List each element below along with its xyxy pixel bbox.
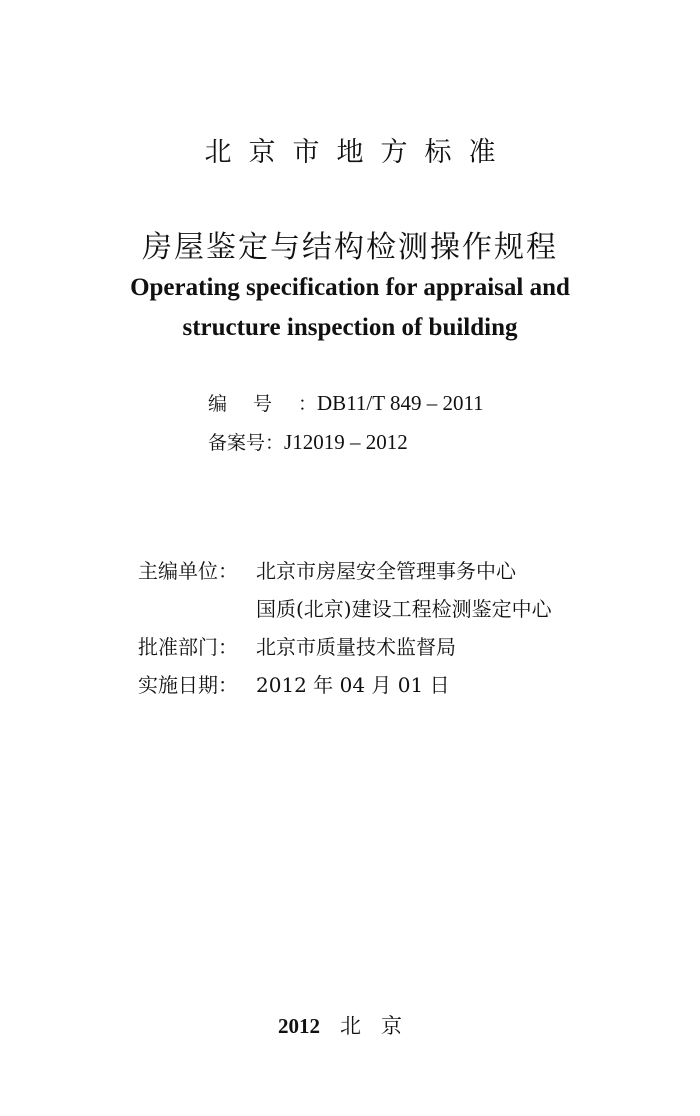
- publication-place: 北京: [340, 1014, 422, 1038]
- title-english-line-1: Operating specification for appraisal and: [130, 274, 570, 301]
- chief-editor-label: 主编单位：: [138, 559, 238, 583]
- document-title-english: [0, 268, 700, 348]
- filing-number-label: 备案号：: [208, 432, 285, 454]
- chief-editor-unit-2: 国质(北京)建设工程检测鉴定中心: [256, 597, 552, 621]
- standard-number-value: DB11/T 849 – 2011: [317, 391, 484, 415]
- approving-department-label: 批准部门：: [138, 635, 238, 659]
- implementation-date-label: 实施日期：: [138, 673, 238, 697]
- document-codes: [208, 384, 484, 462]
- document-title-chinese: 房屋鉴定与结构检测操作规程: [142, 230, 558, 265]
- standard-number-row: [208, 384, 484, 423]
- document-metadata: [138, 552, 552, 704]
- implementation-date-value: 2012 年 04 月 01 日: [256, 673, 450, 697]
- title-english-line-2: structure inspection of building: [182, 314, 518, 341]
- chief-editor-row-2: [138, 590, 552, 628]
- approving-department-row: [138, 628, 552, 666]
- filing-number-row: [208, 423, 484, 462]
- approving-department-value: 北京市质量技术监督局: [256, 635, 456, 659]
- implementation-date-row: [138, 666, 552, 704]
- chief-editor-row: [138, 552, 552, 590]
- publication-footer: [0, 1010, 700, 1040]
- standard-series-heading: 北京市地方标准: [204, 137, 513, 168]
- standard-number-label: 编号：: [208, 393, 344, 415]
- chief-editor-unit-1: 北京市房屋安全管理事务中心: [256, 559, 516, 583]
- publication-year: 2012: [278, 1014, 320, 1038]
- filing-number-value: J12019 – 2012: [284, 430, 408, 454]
